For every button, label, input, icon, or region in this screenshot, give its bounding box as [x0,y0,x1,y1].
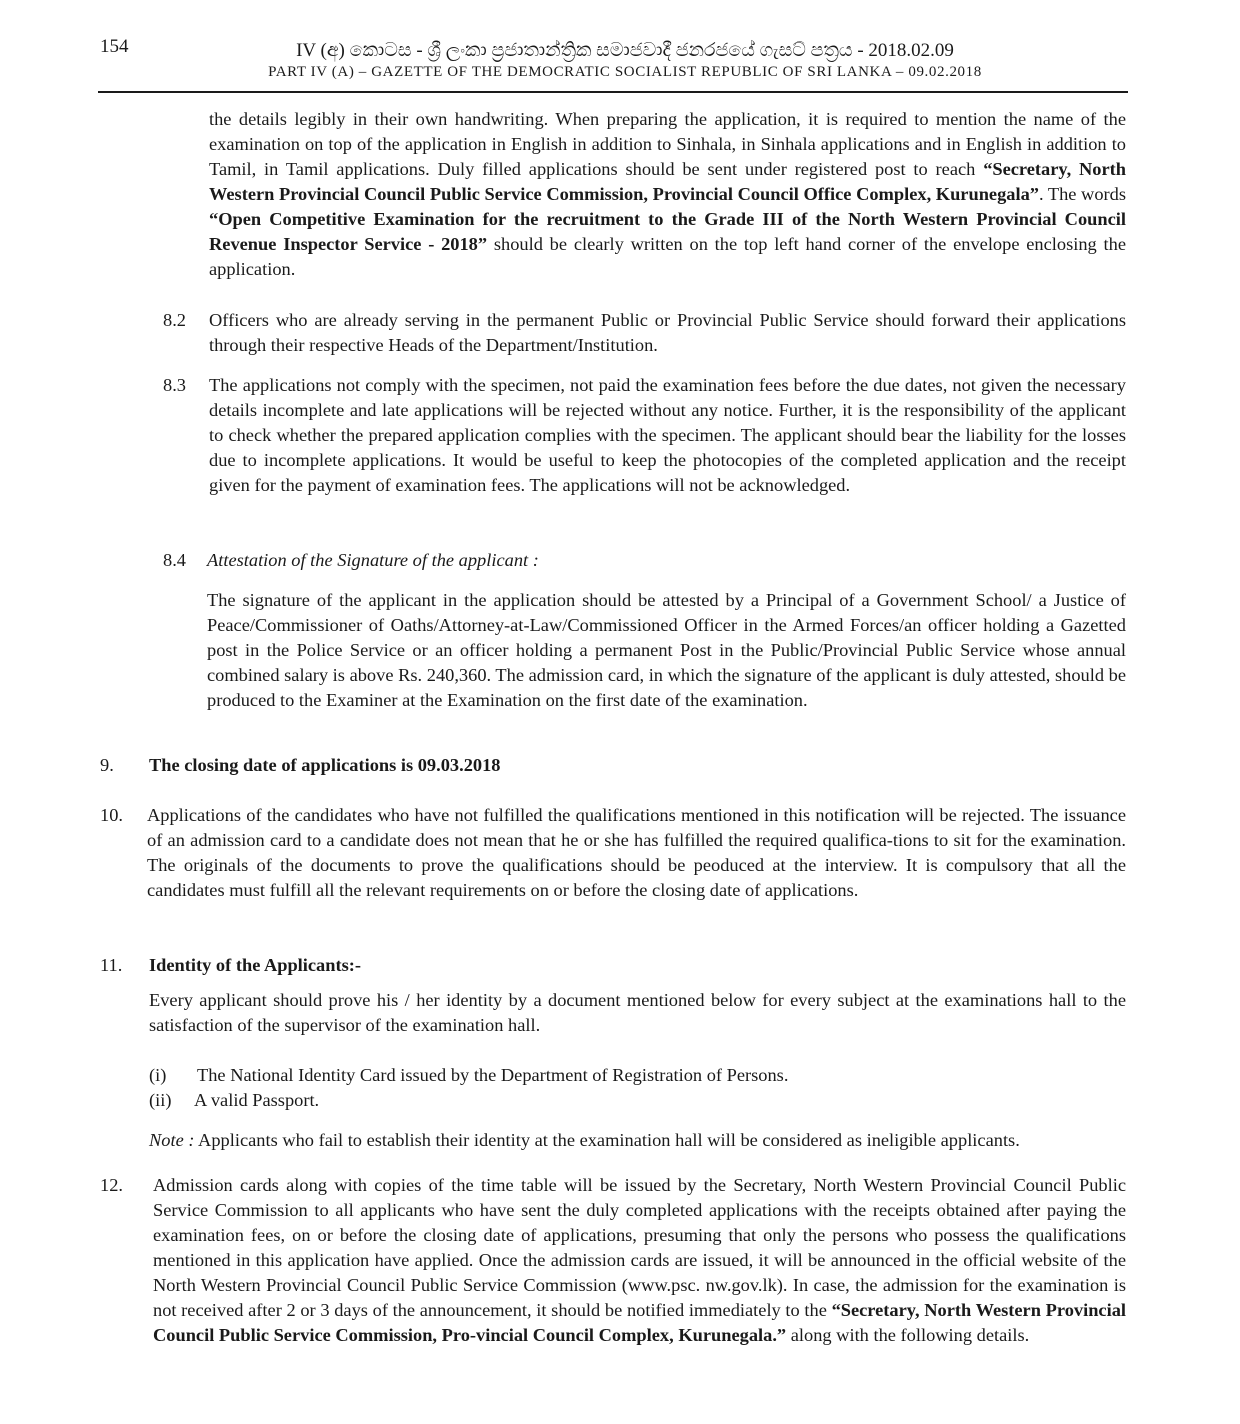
section-number: 9. [100,755,114,775]
list-item-number: (i) [149,1065,167,1085]
section-8-2-text: Officers who are already serving in the permanent Public or Provincial Public Service should forward their applications through their respective Heads of the Department/Institution. [209,310,1126,355]
section-number: 8.2 [163,310,186,330]
paragraph-application-instructions [209,107,1126,282]
section-number: 11. [100,955,123,975]
envelope-words-bold: “Open Competitive Examination for the recruitment to the Grade III of the North Western Provincial Council Revenue Inspector Service - 2018” [209,209,1126,254]
gazette-header-english: PART IV (A) – GAZETTE OF THE DEMOCRATIC SOCIALIST REPUBLIC OF SRI LANKA – 09.02.2018 [268,64,982,80]
list-item-number: (ii) [149,1090,172,1110]
paragraph-text: Admission cards along with copies of the time table will be issued by the Secretary, North Western Provincial Council Public Service Commission to all applicants who have sent the duly completed applications with the receipts obtained after paying the examination fees, on or before the closing date of applications, presuming that only the persons who possess the qualifications mentioned in this application have applied. Once the admission cards are issued, it will be announced in the official website of the North Western Provincial Council Public Service Commission (www.psc. nw.gov.lk). In case, the admission for the examination is not received after 2 or 3 days of the announcement, it should be notified immediately to the [153,1175,1126,1320]
section-8-4-heading: Attestation of the Signature of the applicant : [207,550,539,570]
closing-date-heading: The closing date of applications is 09.03.2018 [149,755,501,775]
section-12-text [153,1173,1126,1348]
section-10-text: Applications of the candidates who have not fulfilled the qualifications mentioned in this notification will be rejected. The issuance of an admission card to a candidate does not mean that he or she has fulfilled the required qualifica-tions to sit for the examination. The originals of the documents to prove the qualifications should be peoduced at the interview. It is compulsory that all the candidates must fulfill all the relevant requirements on or before the closing date of applications. [147,805,1126,900]
note-text: Applicants who fail to establish their identity at the examination hall will be considered as ineligible applicants. [194,1130,1020,1150]
note-label: Note : [149,1130,195,1150]
list-item: The National Identity Card issued by the Department of Registration of Persons. [197,1065,789,1085]
header-divider [98,91,1128,93]
section-number: 12. [100,1175,123,1195]
paragraph-text: . The words [1038,184,1126,204]
paragraph-text: the details legibly in their own handwriting. When preparing the application, it is required to mention the name of the examination on top of the application in English in addition to Sinhala, in Sinhala applications and in English in addition to Tamil, in Tamil applications. Duly filled applications should be sent under registered post to reach [209,109,1126,179]
section-11-text: Every applicant should prove his / her identity by a document mentioned below for every subject at the examinations hall to the satisfaction of the supervisor of the examination hall. [149,990,1126,1035]
section-8-3-text: The applications not comply with the specimen, not paid the examination fees before the due dates, not given the necessary details incomplete and late applications will be rejected without any notice. Further, it is the responsibility of the applicant to check whether the prepared application complies with the specimen. The applicant should bear the liability for the losses due to incomplete applications. It would be useful to keep the photocopies of the completed application and the receipt given for the payment of examination fees. The applications will not be acknowledged. [209,375,1126,495]
paragraph-text: along with the following details. [786,1325,1030,1345]
secretary-address-bold: “Secretary, North Western Provincial Council Public Service Commission, Pro-vincial Council Complex, Kurunegala.” [153,1300,1126,1345]
section-number: 10. [100,805,123,825]
paragraph-text: should be clearly written on the top left hand corner of the envelope enclosing the application. [209,234,1126,279]
section-8-4-text: The signature of the applicant in the application should be attested by a Principal of a Government School/ a Justice of Peace/Commissioner of Oaths/Attorney-at-Law/Commissioned Officer in the Armed Forces/an officer holding a Gazetted post in the Police Service or an officer holding a permanent Post in the Public/Provincial Public Service whose annual combined salary is above Rs. 240,360. The admission card, in which the signature of the applicant is duly attested, should be produced to the Examiner at the Examination on the first date of the examination. [207,590,1126,710]
identity-note [149,1128,1139,1153]
list-item: A valid Passport. [194,1090,320,1110]
address-bold: “Secretary, North Western Provincial Council Public Service Commission, Provincial Council Office Complex, Kurunegala” [209,159,1126,204]
identity-heading: Identity of the Applicants:- [149,955,362,975]
section-number: 8.3 [163,375,186,395]
page-number: 154 [100,36,129,57]
section-number: 8.4 [163,550,186,570]
gazette-header-sinhala: IV (අ) කොටස - ශ්‍රී ලංකා ප්‍රජාතාන්ත්‍රික සමාජවාදී ජනරජයේ ගැසට් පත්‍රය - 2018.02.09 [296,40,954,61]
